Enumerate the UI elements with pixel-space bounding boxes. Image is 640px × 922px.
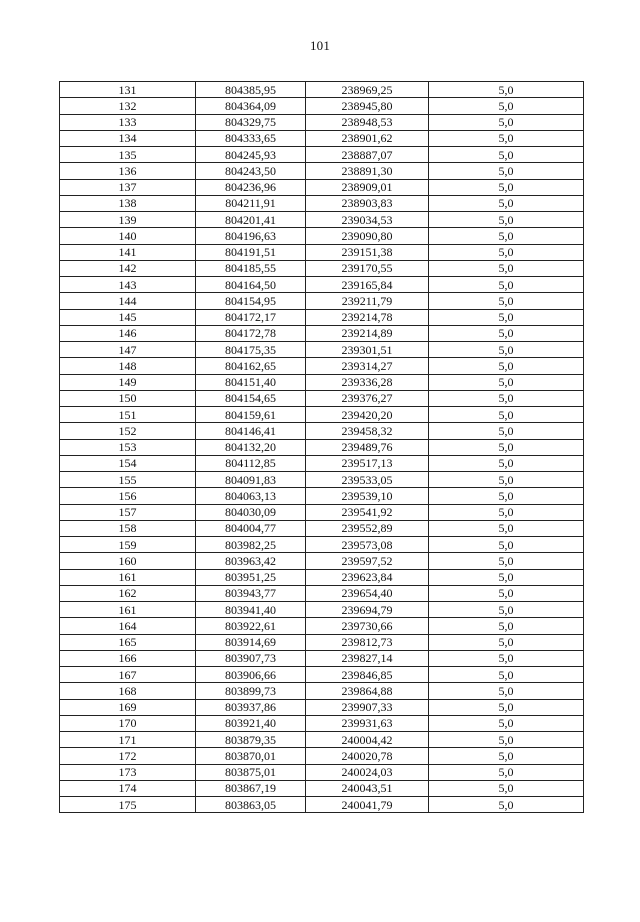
point-number-cell: 138 bbox=[60, 195, 196, 211]
value-cell: 5,0 bbox=[429, 569, 584, 585]
y-coordinate-cell: 239864,88 bbox=[306, 683, 429, 699]
point-number-cell: 145 bbox=[60, 309, 196, 325]
value-cell: 5,0 bbox=[429, 699, 584, 715]
x-coordinate-cell: 803863,05 bbox=[196, 797, 306, 813]
x-coordinate-cell: 804162,65 bbox=[196, 358, 306, 374]
x-coordinate-cell: 804164,50 bbox=[196, 277, 306, 293]
value-cell: 5,0 bbox=[429, 748, 584, 764]
table-row bbox=[60, 325, 584, 341]
value-cell: 5,0 bbox=[429, 585, 584, 601]
y-coordinate-cell: 239165,84 bbox=[306, 277, 429, 293]
value-cell: 5,0 bbox=[429, 455, 584, 471]
x-coordinate-cell: 803921,40 bbox=[196, 715, 306, 731]
table-row bbox=[60, 699, 584, 715]
point-number-cell: 170 bbox=[60, 715, 196, 731]
x-coordinate-cell: 804333,65 bbox=[196, 130, 306, 146]
point-number-cell: 167 bbox=[60, 667, 196, 683]
table-row bbox=[60, 228, 584, 244]
x-coordinate-cell: 803879,35 bbox=[196, 732, 306, 748]
table-row bbox=[60, 342, 584, 358]
x-coordinate-cell: 803914,69 bbox=[196, 634, 306, 650]
x-coordinate-cell: 803963,42 bbox=[196, 553, 306, 569]
x-coordinate-cell: 804185,55 bbox=[196, 260, 306, 276]
point-number-cell: 152 bbox=[60, 423, 196, 439]
y-coordinate-cell: 238903,83 bbox=[306, 195, 429, 211]
point-number-cell: 133 bbox=[60, 114, 196, 130]
point-number-cell: 171 bbox=[60, 732, 196, 748]
x-coordinate-cell: 803907,73 bbox=[196, 650, 306, 666]
y-coordinate-cell: 239846,85 bbox=[306, 667, 429, 683]
point-number-cell: 173 bbox=[60, 764, 196, 780]
value-cell: 5,0 bbox=[429, 179, 584, 195]
y-coordinate-cell: 239458,32 bbox=[306, 423, 429, 439]
table-row bbox=[60, 195, 584, 211]
point-number-cell: 175 bbox=[60, 797, 196, 813]
value-cell: 5,0 bbox=[429, 683, 584, 699]
y-coordinate-cell: 239539,10 bbox=[306, 488, 429, 504]
y-coordinate-cell: 239214,89 bbox=[306, 325, 429, 341]
point-number-cell: 161 bbox=[60, 602, 196, 618]
y-coordinate-cell: 239336,28 bbox=[306, 374, 429, 390]
table-row bbox=[60, 244, 584, 260]
table-row bbox=[60, 439, 584, 455]
table-row bbox=[60, 748, 584, 764]
y-coordinate-cell: 238901,62 bbox=[306, 130, 429, 146]
x-coordinate-cell: 804236,96 bbox=[196, 179, 306, 195]
y-coordinate-cell: 239533,05 bbox=[306, 472, 429, 488]
table-row bbox=[60, 780, 584, 796]
value-cell: 5,0 bbox=[429, 358, 584, 374]
table-row bbox=[60, 634, 584, 650]
table-row bbox=[60, 114, 584, 130]
point-number-cell: 148 bbox=[60, 358, 196, 374]
point-number-cell: 131 bbox=[60, 82, 196, 98]
point-number-cell: 162 bbox=[60, 585, 196, 601]
point-number-cell: 154 bbox=[60, 455, 196, 471]
value-cell: 5,0 bbox=[429, 260, 584, 276]
x-coordinate-cell: 803906,66 bbox=[196, 667, 306, 683]
point-number-cell: 172 bbox=[60, 748, 196, 764]
coordinates-table-body bbox=[60, 82, 584, 813]
x-coordinate-cell: 803867,19 bbox=[196, 780, 306, 796]
y-coordinate-cell: 239090,80 bbox=[306, 228, 429, 244]
value-cell: 5,0 bbox=[429, 390, 584, 406]
y-coordinate-cell: 240004,42 bbox=[306, 732, 429, 748]
value-cell: 5,0 bbox=[429, 130, 584, 146]
value-cell: 5,0 bbox=[429, 244, 584, 260]
table-row bbox=[60, 130, 584, 146]
y-coordinate-cell: 240041,79 bbox=[306, 797, 429, 813]
x-coordinate-cell: 804201,41 bbox=[196, 212, 306, 228]
x-coordinate-cell: 804211,91 bbox=[196, 195, 306, 211]
point-number-cell: 174 bbox=[60, 780, 196, 796]
value-cell: 5,0 bbox=[429, 163, 584, 179]
table-row bbox=[60, 82, 584, 98]
x-coordinate-cell: 804191,51 bbox=[196, 244, 306, 260]
y-coordinate-cell: 239517,13 bbox=[306, 455, 429, 471]
y-coordinate-cell: 238969,25 bbox=[306, 82, 429, 98]
table-row bbox=[60, 732, 584, 748]
table-row bbox=[60, 650, 584, 666]
point-number-cell: 139 bbox=[60, 212, 196, 228]
y-coordinate-cell: 239214,78 bbox=[306, 309, 429, 325]
table-row bbox=[60, 715, 584, 731]
table-row bbox=[60, 488, 584, 504]
table-row bbox=[60, 358, 584, 374]
point-number-cell: 169 bbox=[60, 699, 196, 715]
table-row bbox=[60, 309, 584, 325]
x-coordinate-cell: 804172,78 bbox=[196, 325, 306, 341]
x-coordinate-cell: 804385,95 bbox=[196, 82, 306, 98]
point-number-cell: 156 bbox=[60, 488, 196, 504]
y-coordinate-cell: 238945,80 bbox=[306, 98, 429, 114]
y-coordinate-cell: 239541,92 bbox=[306, 504, 429, 520]
table-row bbox=[60, 667, 584, 683]
table-row bbox=[60, 163, 584, 179]
table-row bbox=[60, 602, 584, 618]
point-number-cell: 158 bbox=[60, 520, 196, 536]
value-cell: 5,0 bbox=[429, 309, 584, 325]
point-number-cell: 155 bbox=[60, 472, 196, 488]
value-cell: 5,0 bbox=[429, 667, 584, 683]
y-coordinate-cell: 239694,79 bbox=[306, 602, 429, 618]
value-cell: 5,0 bbox=[429, 732, 584, 748]
page-number: 101 bbox=[309, 38, 331, 53]
x-coordinate-cell: 804159,61 bbox=[196, 407, 306, 423]
y-coordinate-cell: 239552,89 bbox=[306, 520, 429, 536]
x-coordinate-cell: 804151,40 bbox=[196, 374, 306, 390]
table-row bbox=[60, 504, 584, 520]
point-number-cell: 143 bbox=[60, 277, 196, 293]
point-number-cell: 153 bbox=[60, 439, 196, 455]
table-row bbox=[60, 147, 584, 163]
value-cell: 5,0 bbox=[429, 634, 584, 650]
value-cell: 5,0 bbox=[429, 650, 584, 666]
point-number-cell: 141 bbox=[60, 244, 196, 260]
value-cell: 5,0 bbox=[429, 553, 584, 569]
x-coordinate-cell: 803937,86 bbox=[196, 699, 306, 715]
y-coordinate-cell: 239730,66 bbox=[306, 618, 429, 634]
point-number-cell: 136 bbox=[60, 163, 196, 179]
table-row bbox=[60, 390, 584, 406]
y-coordinate-cell: 239623,84 bbox=[306, 569, 429, 585]
value-cell: 5,0 bbox=[429, 277, 584, 293]
point-number-cell: 157 bbox=[60, 504, 196, 520]
point-number-cell: 134 bbox=[60, 130, 196, 146]
point-number-cell: 161 bbox=[60, 569, 196, 585]
value-cell: 5,0 bbox=[429, 228, 584, 244]
value-cell: 5,0 bbox=[429, 504, 584, 520]
table-row bbox=[60, 683, 584, 699]
x-coordinate-cell: 804175,35 bbox=[196, 342, 306, 358]
y-coordinate-cell: 239211,79 bbox=[306, 293, 429, 309]
table-row bbox=[60, 472, 584, 488]
value-cell: 5,0 bbox=[429, 423, 584, 439]
point-number-cell: 147 bbox=[60, 342, 196, 358]
table-row bbox=[60, 797, 584, 813]
point-number-cell: 160 bbox=[60, 553, 196, 569]
point-number-cell: 137 bbox=[60, 179, 196, 195]
x-coordinate-cell: 804063,13 bbox=[196, 488, 306, 504]
value-cell: 5,0 bbox=[429, 374, 584, 390]
value-cell: 5,0 bbox=[429, 195, 584, 211]
value-cell: 5,0 bbox=[429, 212, 584, 228]
y-coordinate-cell: 239907,33 bbox=[306, 699, 429, 715]
x-coordinate-cell: 804245,93 bbox=[196, 147, 306, 163]
point-number-cell: 146 bbox=[60, 325, 196, 341]
table-row bbox=[60, 98, 584, 114]
x-coordinate-cell: 803899,73 bbox=[196, 683, 306, 699]
value-cell: 5,0 bbox=[429, 439, 584, 455]
value-cell: 5,0 bbox=[429, 797, 584, 813]
y-coordinate-cell: 238909,01 bbox=[306, 179, 429, 195]
value-cell: 5,0 bbox=[429, 293, 584, 309]
y-coordinate-cell: 239376,27 bbox=[306, 390, 429, 406]
y-coordinate-cell: 239314,27 bbox=[306, 358, 429, 374]
value-cell: 5,0 bbox=[429, 618, 584, 634]
value-cell: 5,0 bbox=[429, 520, 584, 536]
value-cell: 5,0 bbox=[429, 472, 584, 488]
value-cell: 5,0 bbox=[429, 82, 584, 98]
value-cell: 5,0 bbox=[429, 764, 584, 780]
table-row bbox=[60, 618, 584, 634]
x-coordinate-cell: 803870,01 bbox=[196, 748, 306, 764]
point-number-cell: 159 bbox=[60, 537, 196, 553]
x-coordinate-cell: 804329,75 bbox=[196, 114, 306, 130]
y-coordinate-cell: 239420,20 bbox=[306, 407, 429, 423]
x-coordinate-cell: 803943,77 bbox=[196, 585, 306, 601]
point-number-cell: 165 bbox=[60, 634, 196, 650]
table-row bbox=[60, 520, 584, 536]
x-coordinate-cell: 804196,63 bbox=[196, 228, 306, 244]
table-row bbox=[60, 569, 584, 585]
x-coordinate-cell: 804091,83 bbox=[196, 472, 306, 488]
value-cell: 5,0 bbox=[429, 488, 584, 504]
x-coordinate-cell: 804004,77 bbox=[196, 520, 306, 536]
table-row bbox=[60, 537, 584, 553]
point-number-cell: 164 bbox=[60, 618, 196, 634]
x-coordinate-cell: 803922,61 bbox=[196, 618, 306, 634]
y-coordinate-cell: 240020,78 bbox=[306, 748, 429, 764]
x-coordinate-cell: 804112,85 bbox=[196, 455, 306, 471]
point-number-cell: 135 bbox=[60, 147, 196, 163]
value-cell: 5,0 bbox=[429, 780, 584, 796]
y-coordinate-cell: 240024,03 bbox=[306, 764, 429, 780]
x-coordinate-cell: 803951,25 bbox=[196, 569, 306, 585]
y-coordinate-cell: 239170,55 bbox=[306, 260, 429, 276]
y-coordinate-cell: 238887,07 bbox=[306, 147, 429, 163]
point-number-cell: 166 bbox=[60, 650, 196, 666]
y-coordinate-cell: 239812,73 bbox=[306, 634, 429, 650]
x-coordinate-cell: 804146,41 bbox=[196, 423, 306, 439]
value-cell: 5,0 bbox=[429, 342, 584, 358]
x-coordinate-cell: 804030,09 bbox=[196, 504, 306, 520]
y-coordinate-cell: 239151,38 bbox=[306, 244, 429, 260]
point-number-cell: 168 bbox=[60, 683, 196, 699]
point-number-cell: 132 bbox=[60, 98, 196, 114]
x-coordinate-cell: 803941,40 bbox=[196, 602, 306, 618]
y-coordinate-cell: 239931,63 bbox=[306, 715, 429, 731]
point-number-cell: 144 bbox=[60, 293, 196, 309]
value-cell: 5,0 bbox=[429, 114, 584, 130]
y-coordinate-cell: 240043,51 bbox=[306, 780, 429, 796]
table-row bbox=[60, 423, 584, 439]
value-cell: 5,0 bbox=[429, 407, 584, 423]
y-coordinate-cell: 239654,40 bbox=[306, 585, 429, 601]
x-coordinate-cell: 804243,50 bbox=[196, 163, 306, 179]
y-coordinate-cell: 239827,14 bbox=[306, 650, 429, 666]
value-cell: 5,0 bbox=[429, 147, 584, 163]
value-cell: 5,0 bbox=[429, 715, 584, 731]
point-number-cell: 140 bbox=[60, 228, 196, 244]
x-coordinate-cell: 804154,95 bbox=[196, 293, 306, 309]
table-row bbox=[60, 179, 584, 195]
point-number-cell: 151 bbox=[60, 407, 196, 423]
value-cell: 5,0 bbox=[429, 98, 584, 114]
value-cell: 5,0 bbox=[429, 602, 584, 618]
table-row bbox=[60, 212, 584, 228]
table-row bbox=[60, 553, 584, 569]
table-row bbox=[60, 277, 584, 293]
x-coordinate-cell: 803875,01 bbox=[196, 764, 306, 780]
table-row bbox=[60, 293, 584, 309]
table-row bbox=[60, 455, 584, 471]
y-coordinate-cell: 239597,52 bbox=[306, 553, 429, 569]
y-coordinate-cell: 239301,51 bbox=[306, 342, 429, 358]
table-row bbox=[60, 585, 584, 601]
table-row bbox=[60, 260, 584, 276]
value-cell: 5,0 bbox=[429, 537, 584, 553]
table-row bbox=[60, 764, 584, 780]
point-number-cell: 142 bbox=[60, 260, 196, 276]
coordinates-table bbox=[59, 81, 584, 813]
y-coordinate-cell: 239034,53 bbox=[306, 212, 429, 228]
y-coordinate-cell: 239573,08 bbox=[306, 537, 429, 553]
value-cell: 5,0 bbox=[429, 325, 584, 341]
table-row bbox=[60, 407, 584, 423]
table-row bbox=[60, 374, 584, 390]
x-coordinate-cell: 804172,17 bbox=[196, 309, 306, 325]
x-coordinate-cell: 804154,65 bbox=[196, 390, 306, 406]
point-number-cell: 149 bbox=[60, 374, 196, 390]
x-coordinate-cell: 804364,09 bbox=[196, 98, 306, 114]
y-coordinate-cell: 238948,53 bbox=[306, 114, 429, 130]
x-coordinate-cell: 804132,20 bbox=[196, 439, 306, 455]
y-coordinate-cell: 239489,76 bbox=[306, 439, 429, 455]
y-coordinate-cell: 238891,30 bbox=[306, 163, 429, 179]
point-number-cell: 150 bbox=[60, 390, 196, 406]
x-coordinate-cell: 803982,25 bbox=[196, 537, 306, 553]
